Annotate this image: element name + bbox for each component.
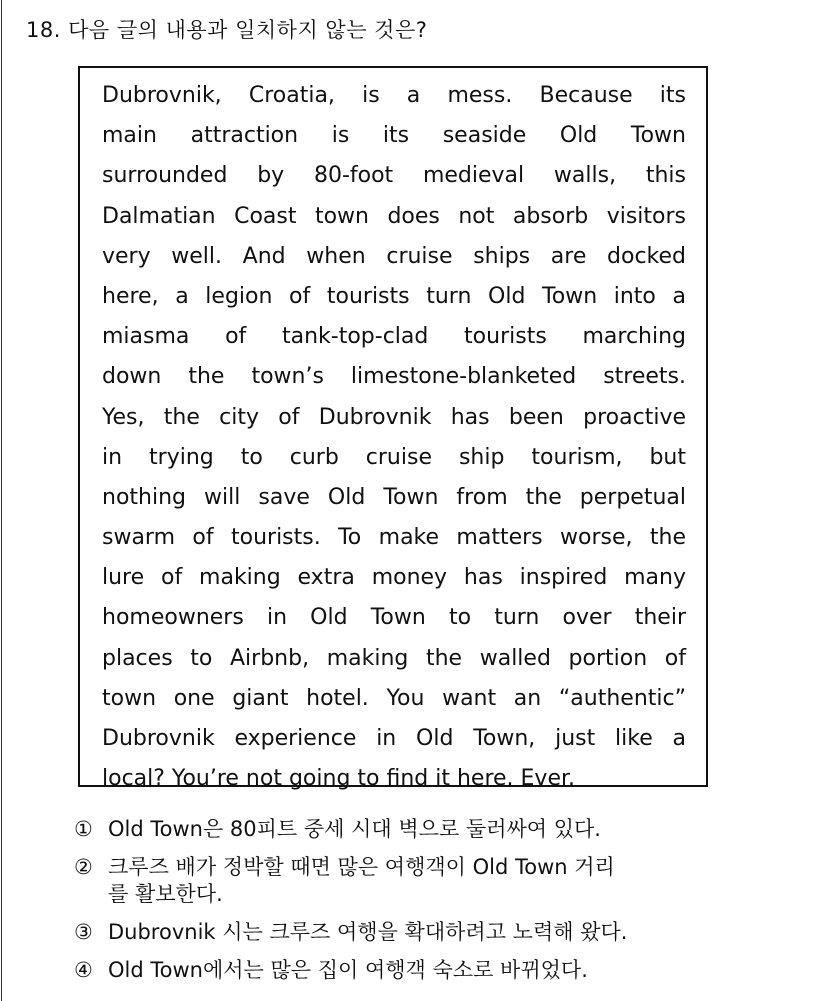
option-number: ①	[74, 817, 93, 841]
passage-line: town one giant hotel. You want an “authentic”	[102, 685, 686, 711]
option-number: ④	[74, 958, 93, 982]
passage-line: homeowners in Old Town to turn over their	[102, 605, 686, 631]
left-margin-rule	[1, 0, 2, 1001]
passage-line: places to Airbnb, making the walled portion of	[102, 645, 686, 671]
passage-line: down the town’s limestone-blanketed streets.	[102, 364, 686, 390]
passage-line: swarm of tourists. To make matters worse, the	[102, 525, 686, 551]
option-text: 크루즈 배가 정박할 때면 많은 여행객이 Old Town 거리	[108, 855, 615, 879]
passage-line: nothing will save Old Town from the perpetual	[102, 484, 686, 510]
question-title: 18. 다음 글의 내용과 일치하지 않는 것은?	[26, 18, 428, 42]
passage-box	[78, 66, 708, 792]
option-3[interactable]	[74, 919, 774, 946]
passage-line: in trying to curb cruise ship tourism, but	[102, 444, 686, 470]
passage-line: miasma of tank-top-clad tourists marching	[102, 324, 686, 350]
passage-line: main attraction is its seaside Old Town	[102, 123, 686, 149]
passage-line: Dubrovnik, Croatia, is a mess. Because its	[102, 83, 686, 108]
passage-line: Yes, the city of Dubrovnik has been proactive	[102, 404, 686, 430]
option-text: Old Town은 80피트 중세 시대 벽으로 둘러싸여 있다.	[108, 817, 601, 841]
option-text-continued: 를 활보한다.	[108, 882, 223, 906]
passage-line: here, a legion of tourists turn Old Town into a	[102, 283, 686, 309]
option-number: ③	[74, 920, 93, 944]
passage-line: Dubrovnik experience in Old Town, just like a	[102, 726, 686, 751]
option-number: ②	[74, 855, 93, 879]
option-text: Dubrovnik 시는 크루즈 여행을 확대하려고 노력해 왔다.	[108, 920, 628, 944]
option-2[interactable]	[74, 854, 774, 908]
passage-line: local? You’re not going to find it here. Ever.	[102, 766, 575, 792]
passage-line: lure of making extra money has inspired many	[102, 565, 686, 591]
option-text: Old Town에서는 많은 집이 여행객 숙소로 바뀌었다.	[108, 958, 588, 982]
passage-line: very well. And when cruise ships are docked	[102, 243, 686, 269]
option-4[interactable]	[74, 957, 774, 984]
passage-line: Dalmatian Coast town does not absorb visitors	[102, 203, 686, 229]
option-1[interactable]	[74, 816, 774, 843]
answer-options	[74, 816, 774, 995]
passage-line: surrounded by 80-foot medieval walls, this	[102, 163, 686, 189]
